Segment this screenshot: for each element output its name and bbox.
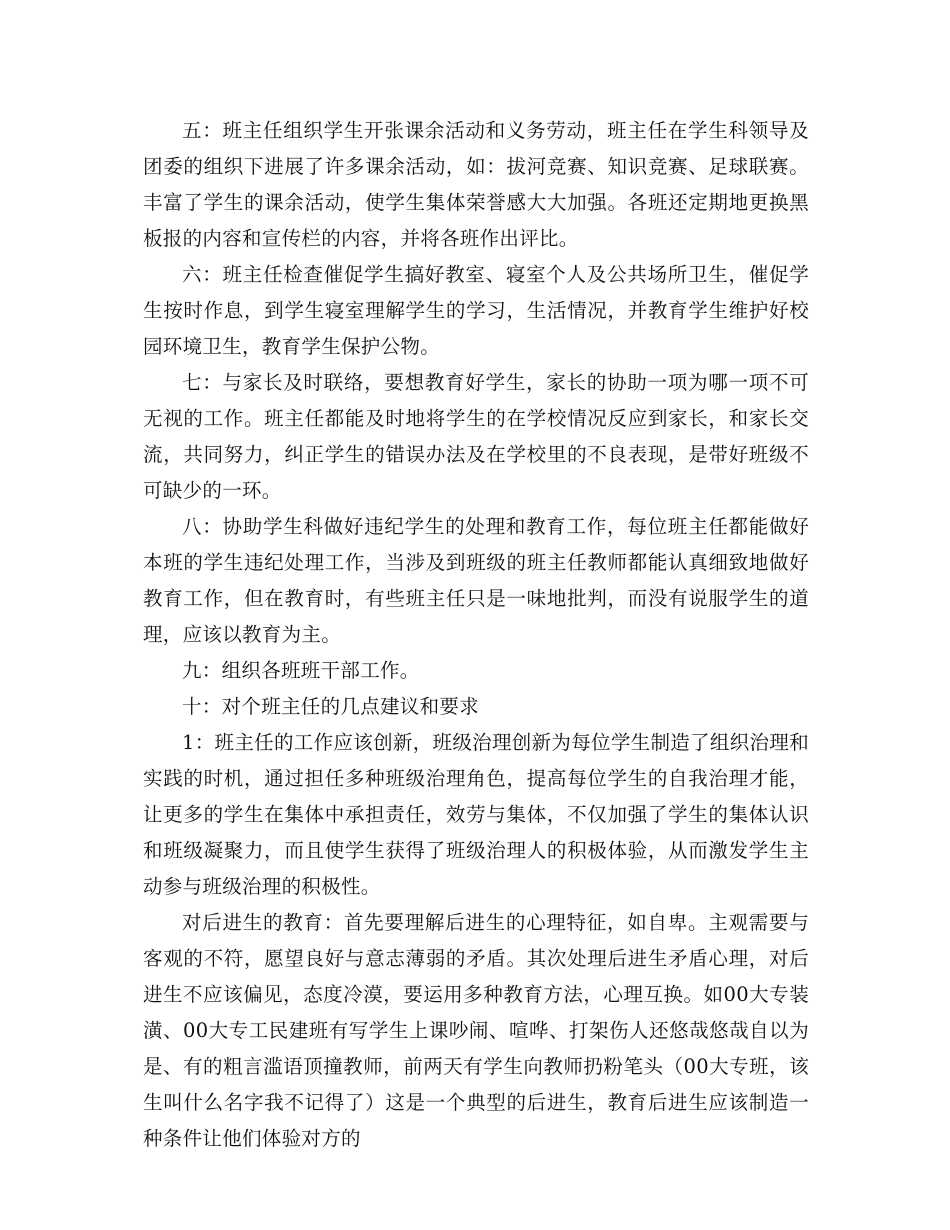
paragraph-9: 九：组织各班班干部工作。 [182, 659, 420, 682]
paragraph-suggestion-1: 1：班主任的工作应该创新，班级治理创新为每位学生制造了组织治理和实践的时机，通过担任多种班级治理角色，提高每位学生的自我治理才能，让更多的学生在集体中承担责任，效劳与集体，不仅加强了学生的集体认识和班级凝聚力，而且使学生获得了班级治理人的积极体验，从而激发学生主动参与班级治理的积极性。 [143, 731, 809, 898]
paragraph-underachievers: 对后进生的教育：首先要理解后进生的心理特征，如自卑。主观需要与客观的不符，愿望良好与意志薄弱的矛盾。其次处理后进生矛盾心理，对后进生不应该偏见，态度冷漠，要运用多种教育方法，心理互换。如00大专装潢、00大专工民建班有写学生上课吵闹、喧哗、打架伤人还悠哉悠哉自以为是、有的粗言滥语顶撞教师，前两天有学生向教师扔粉笔头（00大专班，该生叫什么名字我不记得了）这是一个典型的后进生，教育后进生应该制造一种条件让他们体验对方的 [143, 911, 809, 1150]
paragraph-6: 六：班主任检查催促学生搞好教室、寝室个人及公共场所卫生，催促学生按时作息，到学生寝室理解学生的学习，生活情况，并教育学生维护好校园环境卫生，教育学生保护公物。 [143, 263, 809, 358]
paragraph-5: 五：班主任组织学生开张课余活动和义务劳动，班主任在学生科领导及团委的组织下进展了许多课余活动，如：拔河竞赛、知识竞赛、足球联赛。丰富了学生的课余活动，使学生集体荣誉感大大加强。各班还定期地更换黑板报的内容和宣传栏的内容，并将各班作出评比。 [143, 119, 809, 250]
document-body [143, 113, 809, 1157]
paragraph-8: 八：协助学生科做好违纪学生的处理和教育工作，每位班主任都能做好本班的学生违纪处理工作，当涉及到班级的班主任教师都能认真细致地做好教育工作，但在教育时，有些班主任只是一味地批判，而没有说服学生的道理，应该以教育为主。 [143, 515, 809, 646]
paragraph-10: 十：对个班主任的几点建议和要求 [182, 695, 480, 718]
paragraph-7: 七：与家长及时联络，要想教育好学生，家长的协助一项为哪一项不可无视的工作。班主任都能及时地将学生的在学校情况反应到家长，和家长交流，共同努力，纠正学生的错误办法及在学校里的不良表现，是带好班级不可缺少的一环。 [143, 371, 809, 502]
